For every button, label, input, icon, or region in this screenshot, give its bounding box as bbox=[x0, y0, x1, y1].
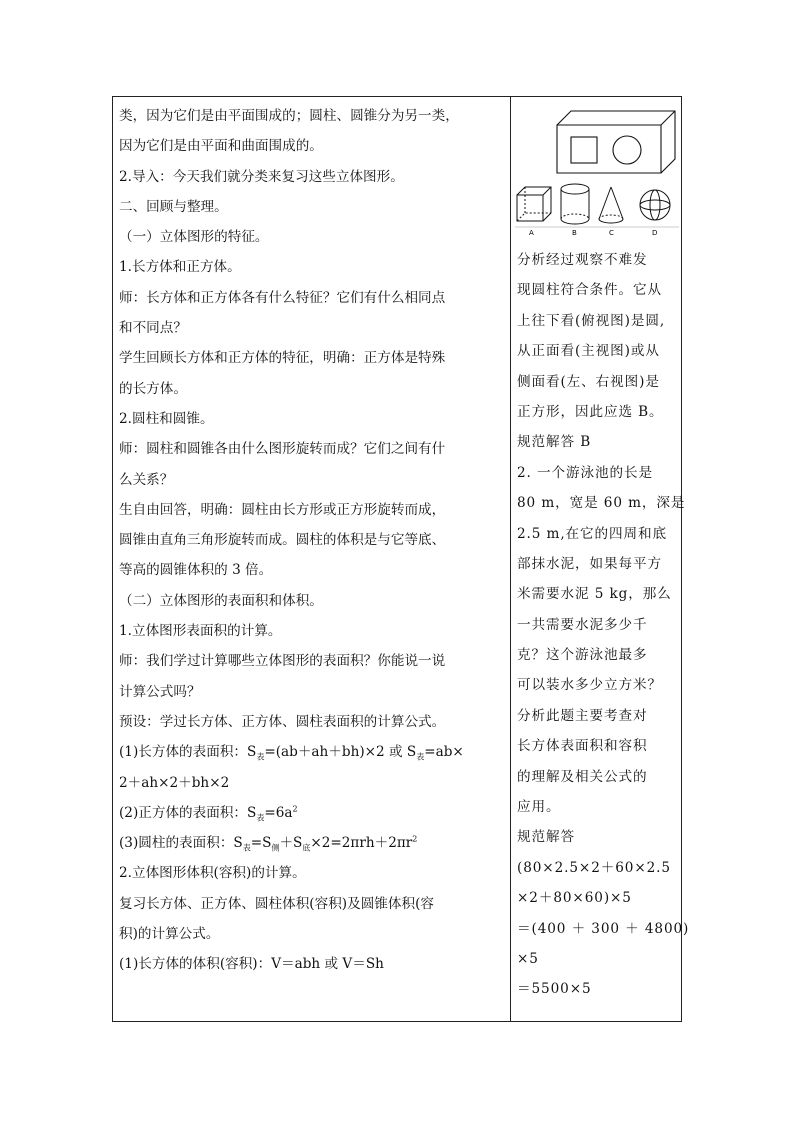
text-line: 师：圆柱和圆锥各由什么图形旋转而成？它们之间有什 bbox=[119, 441, 446, 458]
option-label-b: B bbox=[572, 229, 577, 237]
text-line: 计算公式吗？ bbox=[119, 683, 201, 700]
calc-line: ×5 bbox=[517, 950, 539, 967]
text-line: 预设：学过长方体、正方体、圆柱表面积的计算公式。 bbox=[119, 713, 446, 730]
option-label-c: C bbox=[609, 229, 614, 237]
text-line: 复习长方体、正方体、圆柱体积(容积)及圆锥体积(容 bbox=[119, 895, 434, 912]
calc-line: (80×2.5×2＋60×2.5 bbox=[517, 859, 671, 876]
text-line: 2.5 m,在它的四周和底 bbox=[517, 525, 668, 542]
text-line: 1.立体图形表面积的计算。 bbox=[119, 623, 282, 640]
text-line: 米需要水泥 5 kg，那么 bbox=[517, 586, 672, 603]
option-label-a: A bbox=[529, 229, 534, 237]
text-line: 2.导入：今天我们就分类来复习这些立体图形。 bbox=[119, 168, 404, 185]
text-line: 分析经过观察不难发 bbox=[517, 252, 648, 268]
solids-figure bbox=[513, 101, 681, 237]
text-line: 和不同点？ bbox=[119, 320, 187, 337]
solids-figure-svg bbox=[513, 101, 681, 237]
text-line: 80 m，宽是 60 m，深是 bbox=[517, 495, 686, 512]
cone-option bbox=[599, 187, 623, 223]
right-column bbox=[517, 245, 690, 1005]
text-line: 2.立体图形体积(容积)的计算。 bbox=[119, 865, 306, 882]
text-line: 等高的圆锥体积的 3 倍。 bbox=[119, 562, 273, 579]
text-line: 正方形，因此应选 B。 bbox=[517, 403, 664, 420]
text-line: 应用。 bbox=[517, 799, 561, 816]
text-line: 师：长方体和正方体各有什么特征？它们有什么相同点 bbox=[119, 289, 446, 306]
column-divider bbox=[510, 97, 511, 1021]
text-line: 现圆柱符合条件。它从 bbox=[517, 282, 662, 299]
text-line: 积)的计算公式。 bbox=[119, 926, 220, 943]
subsection-heading: （二）立体图形的表面积和体积。 bbox=[119, 592, 323, 609]
subsection-heading: （一）立体图形的特征。 bbox=[119, 229, 269, 246]
box-drawing bbox=[557, 111, 675, 173]
text-line: 部抹水泥，如果每平方 bbox=[517, 555, 662, 572]
answer-line: 规范解答 B bbox=[517, 434, 592, 451]
formula-cuboid-surface: (1)长方体的表面积：$S_表=(ab+ah+bh)\times 2$ 或 $S_表=ab\times$ bbox=[119, 744, 464, 762]
text-line: 克？这个游泳池最多 bbox=[517, 647, 648, 664]
formula-cuboid-volume: (1)长方体的体积(容积)：V＝abh 或 V＝Sh bbox=[119, 956, 384, 973]
calc-line: ×2＋80×60)×5 bbox=[517, 890, 632, 907]
text-line: 侧面看(左、右视图)是 bbox=[517, 373, 660, 390]
section-heading: 二、回顾与整理。 bbox=[119, 198, 228, 215]
calc-line: ＝5500×5 bbox=[517, 981, 592, 998]
option-label-d: D bbox=[652, 229, 658, 237]
lesson-table bbox=[112, 96, 690, 1022]
text-line: 师：我们学过计算哪些立体图形的表面积？你能说一说 bbox=[119, 653, 446, 670]
cube-option bbox=[517, 187, 551, 221]
text-line: 长方体表面积和容积 bbox=[517, 738, 648, 755]
text-line: 一共需要水泥多少千 bbox=[517, 616, 648, 633]
text-line: 上往下看(俯视图)是圆, bbox=[517, 312, 666, 329]
text-line: 可以装水多少立方米？ bbox=[517, 677, 662, 694]
text-line: 2.圆柱和圆锥。 bbox=[119, 410, 214, 427]
text-line: 1.长方体和正方体。 bbox=[119, 259, 241, 276]
text-line: 圆锥由直角三角形旋转而成。圆柱的体积是与它等底、 bbox=[119, 532, 446, 549]
text-line: 的理解及相关公式的 bbox=[517, 768, 648, 785]
text-line: 从正面看(主视图)或从 bbox=[517, 343, 660, 360]
formula-cylinder-surface: (3)圆柱的表面积：$S_表=S_侧+S_底\times 2=2\pi rh+2\pi r^2$ bbox=[119, 834, 418, 853]
answer-heading: 规范解答 bbox=[517, 829, 575, 846]
left-column bbox=[119, 101, 507, 980]
text-line: 的长方体。 bbox=[119, 380, 187, 397]
text-line: 类，因为它们是由平面围成的；圆柱、圆锥分为另一类， bbox=[119, 108, 459, 124]
formula-cuboid-surface-cont: 2＋ah×2＋bh×2 bbox=[119, 774, 230, 791]
calc-line: ＝(400 ＋ 300 ＋ 4800) bbox=[517, 920, 690, 937]
text-line: 2. 一个游泳池的长是 bbox=[517, 464, 653, 481]
cylinder-option bbox=[561, 184, 589, 224]
sphere-option bbox=[640, 190, 670, 220]
text-line: 因为它们是由平面和曲面围成的。 bbox=[119, 138, 323, 155]
text-line: 分析此题主要考查对 bbox=[517, 707, 648, 724]
text-line: 生自由回答，明确：圆柱由长方形或正方形旋转而成， bbox=[119, 501, 446, 518]
formula-cube-surface: (2)正方体的表面积：$S_表=6a^2$ bbox=[119, 804, 298, 823]
text-line: 么关系？ bbox=[119, 471, 174, 488]
text-line: 学生回顾长方体和正方体的特征，明确：正方体是特殊 bbox=[119, 350, 446, 367]
